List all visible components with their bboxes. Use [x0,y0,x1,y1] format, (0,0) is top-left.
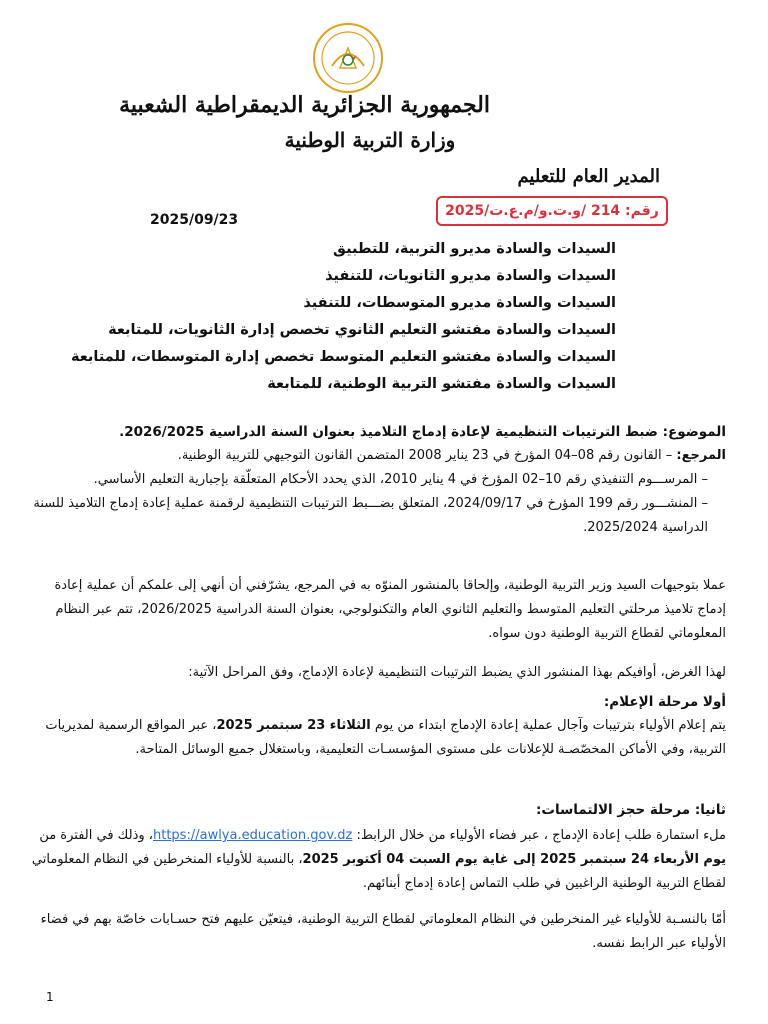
reference-item: – المنشـــور رقم 199 المؤرخ في 2024/09/17، المتعلق بضـــبط الترتيبات التنظيمية لرقمنة عملية إعادة إدماج التلاميذ للسنة الدراسية 2025/2024. [33,496,708,535]
references-label: المرجع: [676,448,726,463]
recipient-line: السيدات والسادة مفتشو التعليم المتوسط تخصص إدارة المتوسطات، للمتابعة [70,349,616,365]
requests-paragraph [26,824,726,896]
recipient-line: السيدات والسادة مديرو الثانويات، للتنفيذ [325,268,616,284]
recipient-line: السيدات والسادة مديرو المتوسطات، للتنفيذ [303,295,616,311]
parents-portal-link[interactable]: https://awlya.education.gov.dz [153,828,353,843]
recipient-line: السيدات والسادة مفتشو التعليم الثانوي تخصص إدارة الثانويات، للمتابعة [108,322,616,338]
section-heading-requests: ثانيا: مرحلة حجز الالتماسات: [535,802,726,818]
information-date-bold: الثلاثاء 23 سبتمبر 2025 [216,718,371,733]
purpose-paragraph: لهذا الغرض، أوافيكم بهذا المنشور الذي يضبط الترتيبات التنظيمية لإعادة الإدماج، وفق المراحل الآتية: [188,665,726,680]
requests-text: ملء استمارة طلب إعادة الإدماج ، عبر فضاء الأولياء من خلال الرابط: [352,828,726,843]
recipients-list [56,236,616,398]
reference-item: – القانون رقم 08–04 المؤرخ في 23 يناير 2008 المتضمن القانون التوجيهي للتربية الوطنية. [177,448,673,463]
director-general-title: المدير العام للتعليم [517,166,660,187]
recipient-line: السيدات والسادة مفتشو التربية الوطنية، للمتابعة [267,376,616,392]
republic-title: الجمهورية الجزائرية الديمقراطية الشعبية [119,92,490,118]
section-heading-information: أولا مرحلة الإعلام: [603,694,726,710]
requests-text: ، بالنسبة للأولياء المنخرطين في النظام المعلوماتي لقطاع التربية الوطنية الراغبين في طلب التماس إعادة إدماج أبنائهم. [31,852,726,891]
intro-paragraph: عملا بتوجيهات السيد وزير التربية الوطنية، وإلحاقا بالمنشور المنوّه به في المرجع، يشرّفني أن أنهي إلى علمكم أن عملية إعادة إدماج تلاميذ مرحلتي التعليم المتوسط والتعليم الثانوي العام والتكنولوجي، بعنوان السنة الدراسية 2026/2025، تتم عبر النظام المعلوماتي لقطاع التربية الوطنية دون سواه. [54,578,726,641]
ministry-title: وزارة التربية الوطنية [284,128,456,152]
national-emblem-seal [312,22,384,94]
requests-text: ، وذلك في الفترة من [39,828,153,843]
non-registered-paragraph: أمّا بالنسـبة للأولياء غير المنخرطين في النظام المعلوماتي لقطاع التربية الوطنية، فيتعيّن عليهم فتح حسـابات خاصّة بهم في فضاء الأولياء عبر الرابط نفسه. [40,912,726,951]
references-block [26,444,726,540]
reference-item: – المرســـوم التنفيذي رقم 10–02 المؤرخ في 4 يناير 2010، الذي يحدد الأحكام المتعلّقة بإجبارية التعليم الأساسي. [93,472,708,487]
requests-period-bold: يوم الأربعاء 24 سبتمبر 2025 إلى غاية يوم السبت 04 أكتوبر 2025 [302,852,726,867]
information-text: يتم إعلام الأولياء بترتيبات وآجال عملية إعادة الإدماج ابتداء من يوم [370,718,726,733]
recipient-line: السيدات والسادة مديرو التربية، للتطبيق [333,241,616,257]
subject-line: الموضوع: ضبط الترتيبات التنظيمية لإعادة إدماج التلاميذ بعنوان السنة الدراسية 2026/2025. [119,424,726,440]
reference-number-stamp: رقم: 214 /و.ت.و/م.ع.ت/2025 [436,196,668,226]
information-text: ، عبر المواقع الرسمية لمديريات التربية، وفي الأماكن المخصّصـة للإعلانات على مستوى المؤسسـات التعليمية، وباستغلال جميع الوسائل المتاحة. [45,718,726,757]
page-number: 1 [46,990,54,1004]
information-paragraph [26,714,726,762]
document-date: 2025/09/23 [150,212,239,228]
